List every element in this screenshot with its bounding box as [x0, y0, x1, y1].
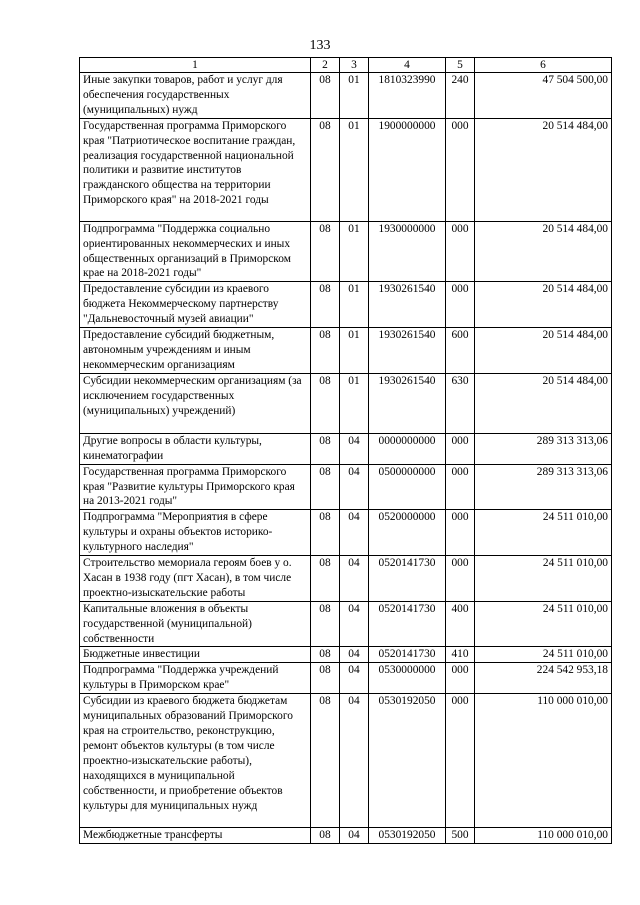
row-name-cell: Субсидии из краевого бюджета бюджетам муниципальных образований Приморского края на строительство, реконструкцию, ремонт объектов культуры (в том числе проектно-изыскательские работы), находящихся в муниципальной собственности, и приобретение объектов культуры для муниципальных нужд — [80, 694, 311, 828]
row-target-article-cell: 0520000000 — [369, 510, 446, 556]
row-name-cell: Другие вопросы в области культуры, кинематографии — [80, 433, 311, 464]
row-section-cell: 08 — [311, 118, 340, 221]
row-subsection-cell: 04 — [340, 510, 369, 556]
table-row — [80, 118, 612, 221]
row-target-article-cell: 0530000000 — [369, 663, 446, 694]
row-target-article-cell: 1930261540 — [369, 282, 446, 328]
row-target-article-cell: 0530192050 — [369, 694, 446, 828]
row-expense-type-cell: 000 — [446, 221, 475, 282]
row-name-cell: Государственная программа Приморского края "Развитие культуры Приморского края на 2013-2021 годы" — [80, 464, 311, 510]
row-expense-type-cell: 000 — [446, 694, 475, 828]
row-name-cell: Подпрограмма "Поддержка социально ориентированных некоммерческих и иных общественных организаций в Приморском крае на 2018-2021 годы" — [80, 221, 311, 282]
row-section-cell: 08 — [311, 282, 340, 328]
row-subsection-cell: 01 — [340, 328, 369, 374]
table-row — [80, 433, 612, 464]
row-subsection-cell: 01 — [340, 373, 369, 433]
row-subsection-cell: 04 — [340, 433, 369, 464]
row-name-cell: Строительство мемориала героям боев у о. Хасан в 1938 году (пгт Хасан), в том числе проектно-изыскательские работы — [80, 556, 311, 602]
table-row — [80, 556, 612, 602]
row-name-cell: Иные закупки товаров, работ и услуг для обеспечения государственных (муниципальных) нужд — [80, 73, 311, 119]
row-subsection-cell: 04 — [340, 647, 369, 663]
budget-table — [79, 57, 612, 844]
row-name-cell: Межбюджетные трансферты — [80, 828, 311, 844]
table-row — [80, 373, 612, 433]
row-expense-type-cell: 240 — [446, 73, 475, 119]
row-name-cell: Государственная программа Приморского края "Патриотическое воспитание граждан, реализация государственной национальной политики и развитие институтов гражданского общества на территории Приморского края" на 2018-2021 годы — [80, 118, 311, 221]
row-subsection-cell: 01 — [340, 118, 369, 221]
row-amount-cell: 289 313 313,06 — [475, 433, 612, 464]
row-section-cell: 08 — [311, 433, 340, 464]
row-expense-type-cell: 000 — [446, 118, 475, 221]
row-target-article-cell: 1930000000 — [369, 221, 446, 282]
header-row — [80, 58, 612, 73]
column-header-4: 4 — [369, 58, 446, 73]
column-header-1: 1 — [80, 58, 311, 73]
table-row — [80, 221, 612, 282]
row-amount-cell: 24 511 010,00 — [475, 556, 612, 602]
table-row — [80, 694, 612, 828]
row-expense-type-cell: 000 — [446, 510, 475, 556]
row-target-article-cell: 1810323990 — [369, 73, 446, 119]
row-expense-type-cell: 000 — [446, 663, 475, 694]
table-row — [80, 282, 612, 328]
row-section-cell: 08 — [311, 373, 340, 433]
row-expense-type-cell: 000 — [446, 464, 475, 510]
row-section-cell: 08 — [311, 73, 340, 119]
row-name-cell: Подпрограмма "Мероприятия в сфере культуры и охраны объектов историко-культурного наследия" — [80, 510, 311, 556]
row-section-cell: 08 — [311, 601, 340, 647]
row-subsection-cell: 04 — [340, 464, 369, 510]
table-row — [80, 601, 612, 647]
row-expense-type-cell: 000 — [446, 556, 475, 602]
row-section-cell: 08 — [311, 221, 340, 282]
row-target-article-cell: 0520141730 — [369, 556, 446, 602]
column-header-5: 5 — [446, 58, 475, 73]
row-amount-cell: 24 511 010,00 — [475, 601, 612, 647]
row-amount-cell: 224 542 953,18 — [475, 663, 612, 694]
row-amount-cell: 24 511 010,00 — [475, 510, 612, 556]
row-section-cell: 08 — [311, 328, 340, 374]
row-amount-cell: 110 000 010,00 — [475, 828, 612, 844]
row-section-cell: 08 — [311, 464, 340, 510]
row-name-cell: Предоставление субсидии из краевого бюджета Некоммерческому партнерству "Дальневосточный музей авиации" — [80, 282, 311, 328]
row-subsection-cell: 04 — [340, 694, 369, 828]
row-subsection-cell: 01 — [340, 221, 369, 282]
row-section-cell: 08 — [311, 556, 340, 602]
row-subsection-cell: 04 — [340, 556, 369, 602]
row-name-cell: Подпрограмма "Поддержка учреждений культуры в Приморском крае" — [80, 663, 311, 694]
row-section-cell: 08 — [311, 647, 340, 663]
row-expense-type-cell: 500 — [446, 828, 475, 844]
row-subsection-cell: 01 — [340, 73, 369, 119]
table-row — [80, 663, 612, 694]
row-section-cell: 08 — [311, 510, 340, 556]
row-expense-type-cell: 630 — [446, 373, 475, 433]
row-amount-cell: 20 514 484,00 — [475, 118, 612, 221]
table-row — [80, 464, 612, 510]
row-target-article-cell: 0520141730 — [369, 601, 446, 647]
row-amount-cell: 20 514 484,00 — [475, 282, 612, 328]
row-expense-type-cell: 000 — [446, 282, 475, 328]
row-name-cell: Капитальные вложения в объекты государственной (муниципальной) собственности — [80, 601, 311, 647]
table-row — [80, 647, 612, 663]
row-expense-type-cell: 400 — [446, 601, 475, 647]
row-target-article-cell: 1930261540 — [369, 328, 446, 374]
row-target-article-cell: 0000000000 — [369, 433, 446, 464]
row-amount-cell: 20 514 484,00 — [475, 328, 612, 374]
row-amount-cell: 20 514 484,00 — [475, 221, 612, 282]
row-expense-type-cell: 000 — [446, 433, 475, 464]
row-expense-type-cell: 410 — [446, 647, 475, 663]
row-section-cell: 08 — [311, 828, 340, 844]
row-target-article-cell: 1900000000 — [369, 118, 446, 221]
page-number: 133 — [309, 38, 331, 53]
row-amount-cell: 289 313 313,06 — [475, 464, 612, 510]
row-amount-cell: 24 511 010,00 — [475, 647, 612, 663]
row-subsection-cell: 04 — [340, 828, 369, 844]
row-amount-cell: 110 000 010,00 — [475, 694, 612, 828]
row-name-cell: Бюджетные инвестиции — [80, 647, 311, 663]
row-name-cell: Предоставление субсидий бюджетным, автономным учреждениям и иным некоммерческим организациям — [80, 328, 311, 374]
column-header-3: 3 — [340, 58, 369, 73]
row-target-article-cell: 0520141730 — [369, 647, 446, 663]
row-target-article-cell: 0530192050 — [369, 828, 446, 844]
row-section-cell: 08 — [311, 663, 340, 694]
row-expense-type-cell: 600 — [446, 328, 475, 374]
table-row — [80, 328, 612, 374]
table-row — [80, 73, 612, 119]
row-subsection-cell: 04 — [340, 601, 369, 647]
column-header-2: 2 — [311, 58, 340, 73]
table-row — [80, 828, 612, 844]
row-subsection-cell: 01 — [340, 282, 369, 328]
row-subsection-cell: 04 — [340, 663, 369, 694]
row-name-cell: Субсидии некоммерческим организациям (за исключением государственных (муниципальных) учреждений) — [80, 373, 311, 433]
row-amount-cell: 47 504 500,00 — [475, 73, 612, 119]
row-target-article-cell: 1930261540 — [369, 373, 446, 433]
table-row — [80, 510, 612, 556]
row-target-article-cell: 0500000000 — [369, 464, 446, 510]
row-section-cell: 08 — [311, 694, 340, 828]
column-header-6: 6 — [475, 58, 612, 73]
row-amount-cell: 20 514 484,00 — [475, 373, 612, 433]
